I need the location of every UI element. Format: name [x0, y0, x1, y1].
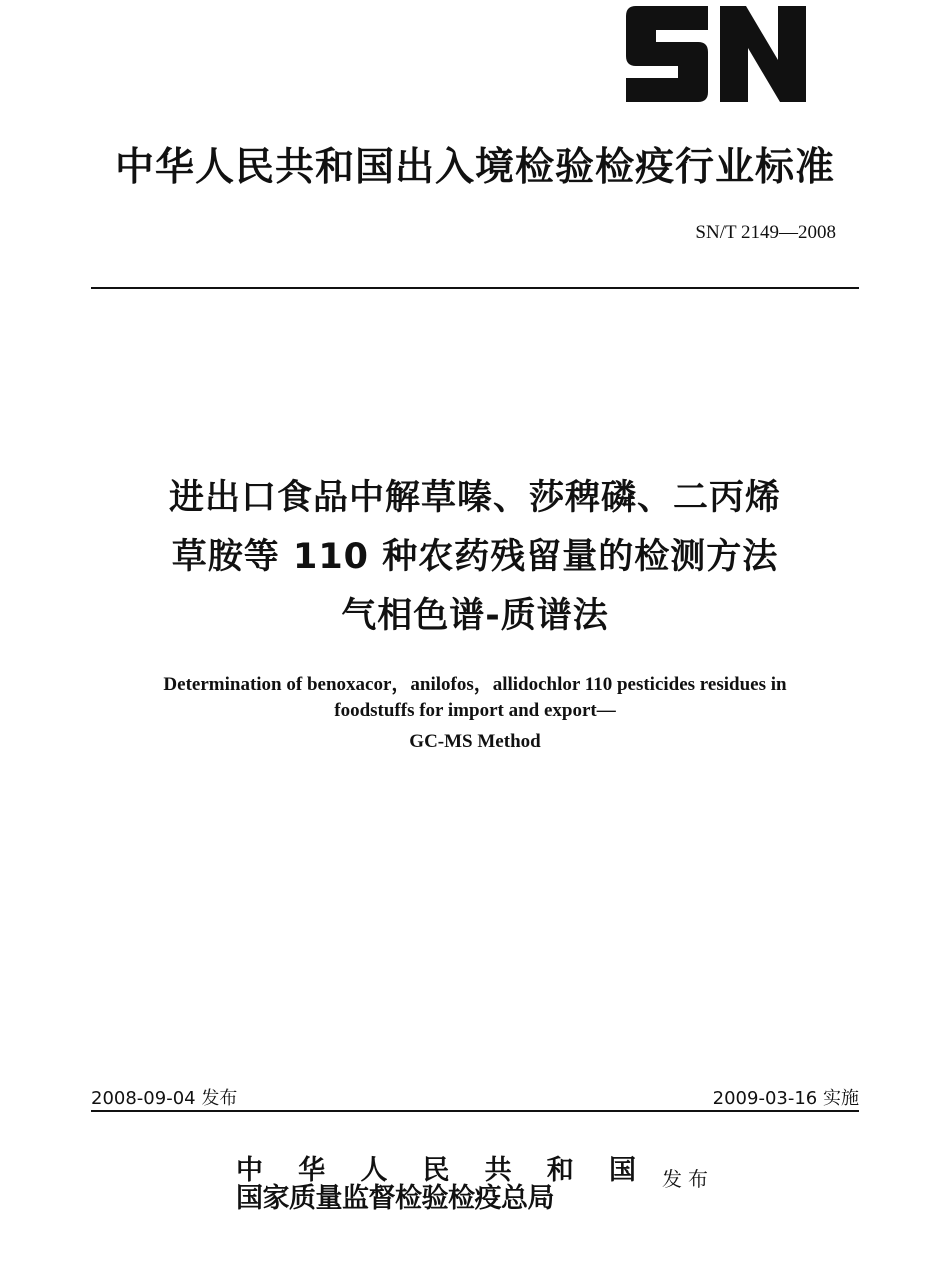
chinese-title-line-3: 气相色谱-质谱法 — [341, 596, 609, 636]
sn-logo — [622, 6, 808, 102]
issuer-country-char: 华 — [298, 1155, 326, 1186]
sn-logo-graphic — [622, 6, 808, 102]
english-title-line-2: foodstuffs for import and export— — [334, 700, 616, 721]
issuer-agency: 国家质量监督检验检疫总局 — [236, 1183, 554, 1214]
implementation-date: 2009-03-16 实施 — [712, 1088, 859, 1109]
chinese-title-line-2: 草胺等 110 种农药残留量的检测方法 — [171, 537, 779, 577]
issuer-country-char: 民 — [422, 1155, 450, 1186]
publish-label: 发布 — [662, 1167, 714, 1191]
issuer-country-char: 和 — [546, 1155, 574, 1186]
issuer-country-char: 中 — [236, 1155, 263, 1186]
english-title-line-3: GC-MS Method — [409, 731, 541, 752]
issuer-country-char: 人 — [360, 1155, 388, 1186]
issue-date: 2008-09-04 发布 — [91, 1088, 238, 1109]
english-title-line-1: Determination of benoxacor，anilofos，allidochlor 110 pesticides residues in — [163, 674, 787, 695]
issuer-country-char: 国 — [608, 1155, 636, 1186]
bottom-divider — [91, 1110, 859, 1112]
standard-number: SN/T 2149—2008 — [695, 222, 836, 243]
chinese-title-line-1: 进出口食品中解草嗪、莎稗磷、二丙烯 — [168, 478, 781, 518]
issuer-country-char: 共 — [484, 1155, 512, 1186]
top-divider — [91, 287, 859, 289]
standard-category-title: 中华人民共和国出入境检验检疫行业标准 — [114, 145, 835, 190]
